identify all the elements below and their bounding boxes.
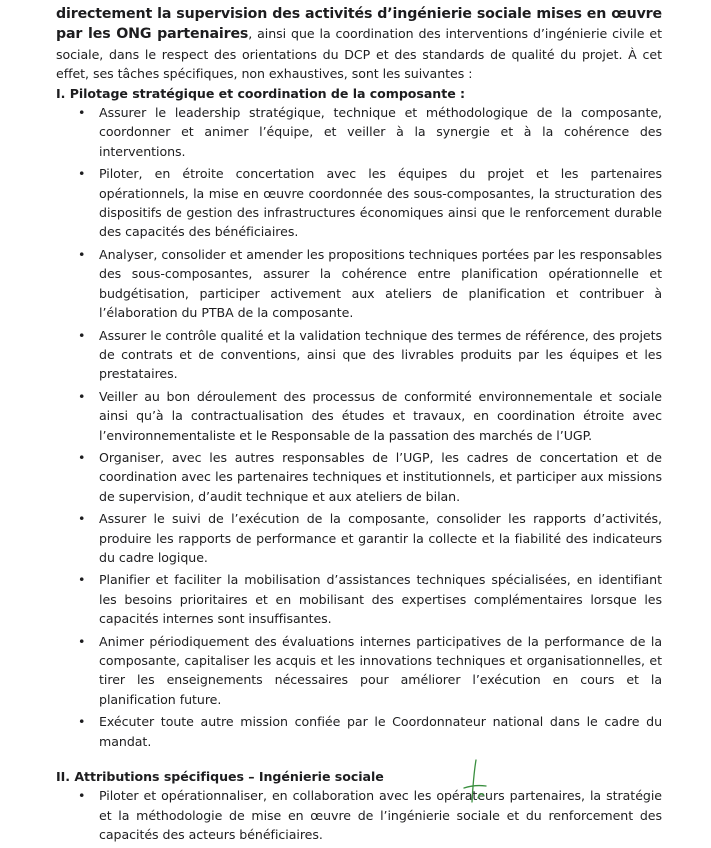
list-item-text: Assurer le leadership stratégique, technique et méthodologique de la composante, coordonner et animer l’équipe, et veiller à la synergie et à la cohérence des interventions. [99, 105, 662, 159]
section-2-list [56, 786, 662, 844]
bullet-icon: • [78, 327, 86, 343]
list-item-text: Assurer le suivi de l’exécution de la composante, consolider les rapports d’activités, produire les rapports de performance et garantir la collecte et la fiabilité des indicateurs du cadre logique. [99, 511, 662, 565]
section-1-title: I. Pilotage stratégique et coordination de la composante : [56, 85, 466, 101]
list-item-text: Piloter et opérationnaliser, en collaboration avec les opérateurs partenaires, la stratégie et la méthodologie de mise en œuvre de l’ingénierie sociale et du renforcement des capacités des acteurs bénéficiaires. [99, 788, 662, 843]
bullet-icon: • [78, 388, 86, 404]
list-item [56, 245, 662, 323]
intro-paragraph [56, 4, 662, 84]
list-item [56, 164, 662, 242]
bullet-icon: • [78, 166, 86, 182]
list-item [56, 326, 662, 384]
list-item [56, 786, 662, 844]
document-page [56, 4, 662, 848]
bullet-icon: • [78, 105, 86, 121]
list-item [56, 509, 662, 567]
bullet-icon: • [78, 449, 86, 465]
list-item-text: Veiller au bon déroulement des processus de conformité environnementale et sociale ainsi qu’à la contractualisation des études et travaux, en coordination étroite avec l’environnementaliste et le Responsable de la passation des marchés de l’UGP. [99, 388, 662, 443]
list-item-text: Animer périodiquement des évaluations internes participatives de la performance de la composante, capitaliser les acquis et les innovations techniques et organisationnelles, et tirer les enseignements nécessaires pour améliorer l’exécution en cours et la planification future. [99, 633, 662, 707]
list-item [56, 387, 662, 445]
bullet-icon: • [78, 572, 86, 588]
bullet-icon: • [78, 714, 86, 730]
bullet-icon: • [78, 511, 86, 527]
list-item-text: Exécuter toute autre mission confiée par le Coordonnateur national dans le cadre du mandat. [99, 714, 662, 749]
intro-bold-lead: directement la supervision des activités d’ingénierie sociale mises en œuvre par les ONG partenaires [56, 6, 662, 43]
list-item [56, 103, 662, 161]
list-item [56, 448, 662, 506]
list-item [56, 632, 662, 710]
bullet-icon: • [78, 246, 86, 262]
list-item-text: Analyser, consolider et amender les propositions techniques portées par les responsables des sous-composantes, assurer la cohérence entre planification opérationnelle et budgétisation, participer activement aux ateliers de planification et contribuer à l’élaboration du PTBA de la composante. [99, 246, 662, 321]
list-item [56, 712, 662, 751]
list-item-text: Piloter, en étroite concertation avec les équipes du projet et les partenaires opérationnels, la mise en œuvre coordonnée des sous-composantes, la structuration des dispositifs de gestion des infrastructures économiques ainsi que le renforcement durable des capacités des bénéficiaires. [99, 166, 662, 240]
bullet-icon: • [78, 788, 86, 804]
bullet-icon: • [78, 633, 86, 649]
list-item [56, 570, 662, 628]
list-item-text: Planifier et faciliter la mobilisation d’assistances techniques spécialisées, en identifiant les besoins prioritaires et en mobilisant des expertises complémentaires lorsque les capacités internes sont insuffisantes. [99, 572, 662, 627]
section-1-list [56, 103, 662, 751]
section-2-title: II. Attributions spécifiques – Ingénierie sociale [56, 769, 384, 785]
list-item-text: Assurer le contrôle qualité et la validation technique des termes de référence, des projets de contrats et de conventions, ainsi que des livrables produits par les équipes et les prestataires. [99, 327, 662, 382]
intro-text: , ainsi que la coordination des interventions d’ingénierie civile et sociale, dans le respect des orientations du DCP et des standards de qualité du projet. À cet effet, ses tâches spécifiques, non exhaustives, sont les suivantes : [56, 26, 662, 82]
list-item-text: Organiser, avec les autres responsables de l’UGP, les cadres de concertation et de coordination avec les partenaires techniques et institutionnels, et participer aux missions de supervision, d’audit technique et aux ateliers de bilan. [99, 449, 662, 504]
